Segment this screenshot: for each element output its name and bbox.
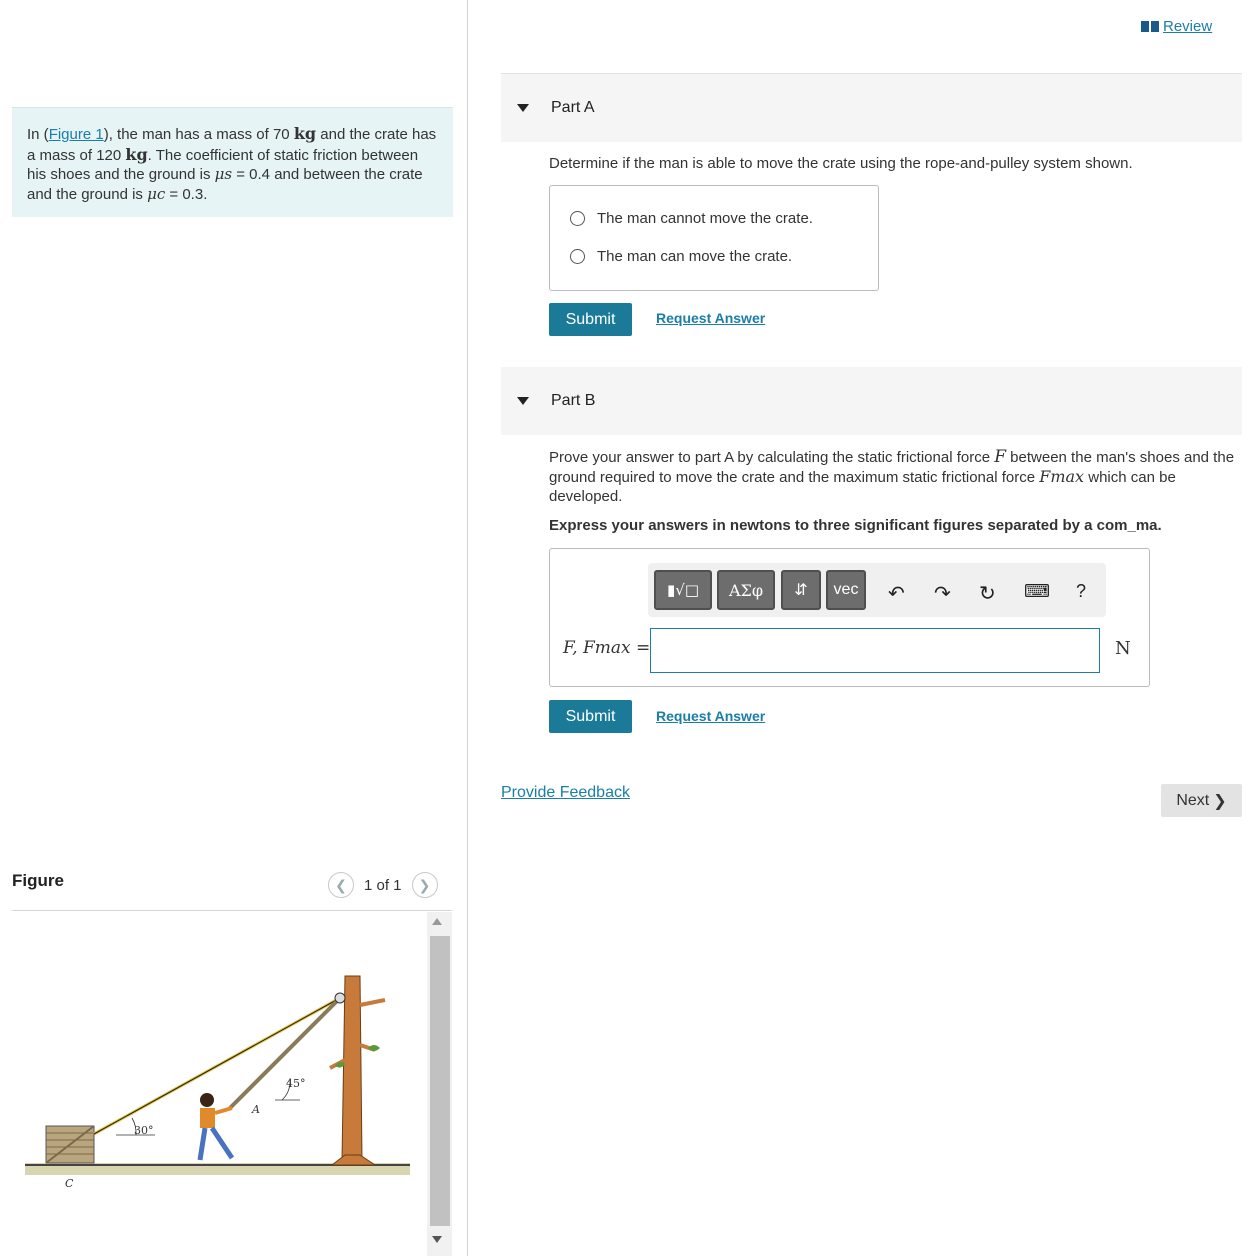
part-a-header[interactable]: Part A xyxy=(501,74,1242,142)
keyboard-icon[interactable]: ⌨ xyxy=(1024,581,1050,601)
scroll-down-icon[interactable] xyxy=(432,1236,442,1243)
part-a-question: Determine if the man is able to move the crate using the rope-and-pulley system shown. xyxy=(549,155,1133,172)
problem-statement: In (Figure 1), the man has a mass of 70 kg and the crate has a mass of 120 kg. The coefficient of static friction between his shoes and the ground is μs = 0.4 and between the crate and the ground is μc = 0.3. xyxy=(12,107,453,217)
part-b-instruction: Express your answers in newtons to three significant figures separated by a com_ma. xyxy=(549,517,1162,534)
figure-title: Figure xyxy=(12,871,64,890)
crate xyxy=(46,1126,94,1163)
part-b-request-answer-link[interactable]: Request Answer xyxy=(656,708,766,724)
reset-icon[interactable]: ↻ xyxy=(979,583,996,605)
man xyxy=(200,1093,232,1160)
part-b-header[interactable]: Part B xyxy=(501,367,1242,435)
book-icon xyxy=(1141,21,1159,32)
figure-pager xyxy=(328,872,438,898)
arrows-button[interactable]: ⇵ xyxy=(781,570,821,610)
point-a-label: A xyxy=(252,1103,260,1116)
collapse-triangle-icon xyxy=(517,104,529,112)
figure-page-count: 1 of 1 xyxy=(364,876,402,894)
point-c-label: C xyxy=(65,1177,74,1190)
math-toolbar xyxy=(648,563,1106,617)
angle-30-label: 30° xyxy=(134,1124,154,1137)
provide-feedback-link[interactable]: Provide Feedback xyxy=(501,784,630,801)
undo-icon[interactable]: ↶ xyxy=(888,583,905,605)
figure-image xyxy=(20,960,415,1200)
redo-icon[interactable]: ↷ xyxy=(934,583,951,605)
answer-input[interactable] xyxy=(650,628,1100,673)
part-a-request-answer-link[interactable]: Request Answer xyxy=(656,310,766,326)
choice-can-move[interactable]: The man can move the crate. xyxy=(570,248,792,265)
part-a-submit-button[interactable]: Submit xyxy=(549,303,632,336)
radio-icon[interactable] xyxy=(570,211,585,226)
scrollbar-thumb[interactable] xyxy=(430,936,450,1226)
collapse-triangle-icon xyxy=(517,397,529,405)
choice-cannot-move[interactable]: The man cannot move the crate. xyxy=(570,210,813,227)
scroll-up-icon[interactable] xyxy=(432,918,442,925)
radio-icon[interactable] xyxy=(570,249,585,264)
greek-button[interactable]: ΑΣφ xyxy=(717,570,775,610)
unit-label: N xyxy=(1115,638,1131,659)
part-a-choices xyxy=(549,185,879,291)
mu-c: μc xyxy=(147,184,166,203)
angle-45-label: 45° xyxy=(286,1077,306,1090)
figure-link[interactable]: Figure 1 xyxy=(48,126,104,143)
templates-button[interactable] xyxy=(654,570,712,610)
radical-template-icon: ▮√□ xyxy=(667,581,699,599)
review-link[interactable]: Review xyxy=(1141,18,1212,35)
answer-label: F, Fmax = xyxy=(563,638,651,658)
divider xyxy=(12,910,452,911)
prev-figure-button[interactable]: ❮ xyxy=(328,872,354,898)
part-b-submit-button[interactable]: Submit xyxy=(549,700,632,733)
vector-button[interactable]: vec xyxy=(826,570,866,610)
next-figure-button[interactable]: ❯ xyxy=(412,872,438,898)
part-b-question: Prove your answer to part A by calculating the static frictional force F between the man's shoes and the ground required to move the crate and the maximum static frictional force Fmax which can be developed. xyxy=(549,447,1235,505)
help-icon[interactable]: ? xyxy=(1076,581,1087,601)
chevron-right-icon: ❯ xyxy=(1213,792,1227,810)
mu-s: μs xyxy=(214,165,233,183)
tree xyxy=(330,976,385,1165)
next-button[interactable]: Next ❯ xyxy=(1161,784,1242,817)
left-panel xyxy=(0,0,468,1256)
